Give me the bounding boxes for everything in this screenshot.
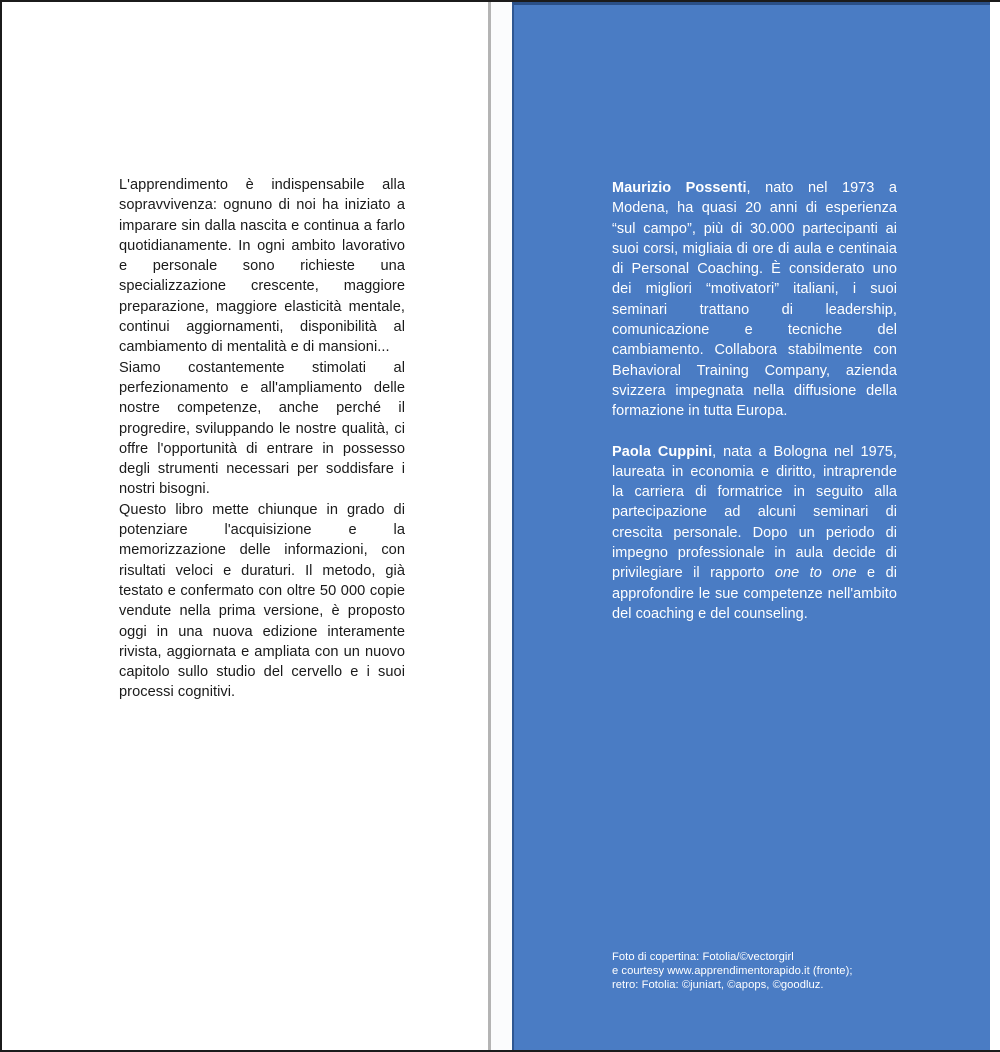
author-name-possenti: Maurizio Possenti xyxy=(612,180,747,196)
blurb-paragraph-3: Questo libro mette chiunque in grado di potenziare l'acquisizione e la memorizzazione delle informazioni, con risultati veloci e duraturi. Il metodo, già testato e confermato con oltre 50 000 copie vendute nella prima versione, è proposto oggi in una nuova edizione interamente rivista, aggiornata e ampliata con un nuovo capitolo sullo studio del cervello e i suoi processi cognitivi. xyxy=(119,501,405,701)
author-bio-possenti xyxy=(612,178,897,422)
author-bio-cuppini-text-before: , nata a Bologna nel 1975, laureata in economia e diritto, intraprende la carriera di formatrice in seguito alla partecipazione ad alcuni seminari di crescita personale. Dopo un periodo di impegno professionale in aula decide di privilegiare il rapporto xyxy=(612,443,897,582)
spine-gutter xyxy=(491,2,512,1050)
photo-credit-line-2: e courtesy www.apprendimentorapido.it (fronte); xyxy=(612,965,853,978)
left-white-panel xyxy=(2,2,489,1050)
blurb-paragraph-1: L'apprendimento è indispensabile alla sopravvivenza: ognuno di noi ha iniziato a imparare sin dalla nascita e continua a farlo quotidianamente. In ogni ambito lavorativo e personale sono richieste una specializzazione crescente, maggiore preparazione, maggiore elasticità mentale, continui aggiornamenti, disponibilità al cambiamento di mentalità e di mansioni... xyxy=(119,177,405,356)
blurb-text-block xyxy=(119,175,405,703)
author-bios-block xyxy=(612,178,897,624)
author-bio-cuppini-text-after: e di approfondire le sue competenze nell'ambito del coaching e del counseling. xyxy=(612,565,897,622)
photo-credit-line-3: retro: Fotolia: ©juniart, ©apops, ©goodluz. xyxy=(612,979,824,992)
blurb-paragraph-2: Siamo costantemente stimolati al perfezionamento e all'ampliamento delle nostre competenze, anche perché il progredire, sviluppando le nostre qualità, ci offre l'opportunità di entrare in possesso degli strumenti necessari per soddisfare i nostri bisogni. xyxy=(119,359,405,498)
right-blue-panel xyxy=(512,2,990,1050)
photo-credits-block xyxy=(612,950,942,993)
author-bio-cuppini-emphasis: one to one xyxy=(774,565,857,582)
author-bio-cuppini xyxy=(612,442,897,625)
author-bio-possenti-text: , nato nel 1973 a Modena, ha quasi 20 anni di esperienza “sul campo”, più di 30.000 partecipanti ai suoi corsi, migliaia di ore di aula e centinaia di Personal Coaching. È considerato uno dei migliori “motivatori” italiani, i suoi seminari trattano di leadership, comunicazione e tecniche del cambiamento. Collabora stabilmente con Behavioral Training Company, azienda svizzera impegnata nella diffusione della formazione in tutta Europa. xyxy=(612,180,898,420)
photo-credit-line-1: Foto di copertina: Fotolia/©vectorgirl xyxy=(612,951,794,963)
author-name-cuppini: Paola Cuppini xyxy=(612,443,713,460)
